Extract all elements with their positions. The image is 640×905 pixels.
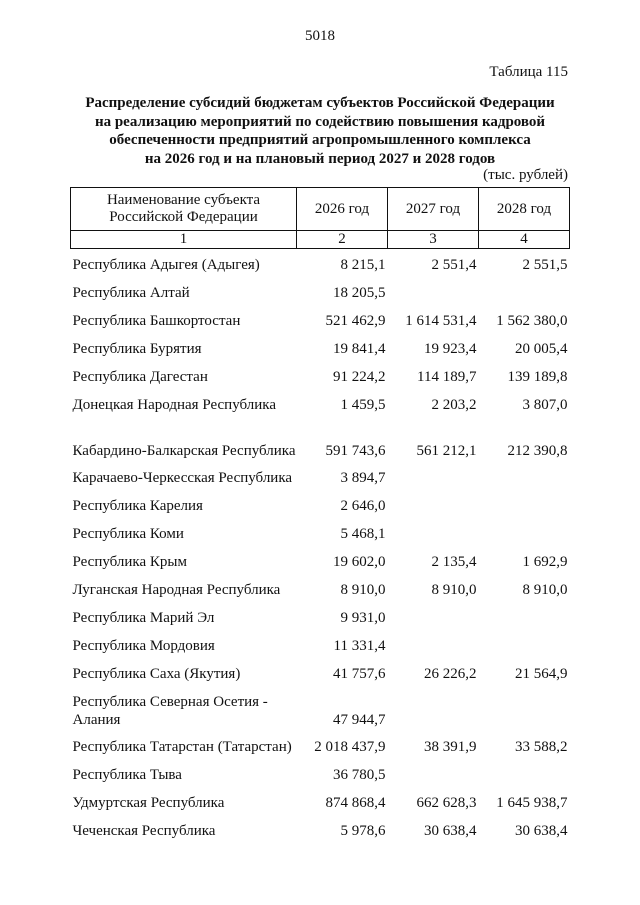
title-line: на реализацию мероприятий по содействию повышения кадровой: [94, 113, 546, 130]
value-2027: 38 391,9: [424, 739, 477, 755]
region-name: Республика Саха (Якутия): [72, 666, 241, 682]
value-2027: 662 628,3: [416, 795, 477, 811]
value-2027: [388, 464, 479, 492]
value-2027: 2 135,4: [431, 554, 477, 570]
table-row: [71, 688, 570, 733]
table-row: [71, 419, 570, 464]
header-2027: 2027 год: [388, 188, 479, 231]
value-2026: 18 205,5: [333, 285, 386, 301]
table-row: [71, 604, 570, 632]
table-row: [71, 492, 570, 520]
value-2028: 139 189,8: [507, 369, 568, 385]
value-2027: 2 203,2: [431, 397, 477, 413]
value-2026: 8 910,0: [340, 582, 386, 598]
table-row: [71, 391, 570, 419]
table-row: [71, 789, 570, 817]
title-line: Распределение субсидий бюджетам субъектов Российской Федерации: [85, 95, 555, 111]
region-name: Донецкая Народная Республика: [72, 397, 276, 413]
value-2027: 8 910,0: [431, 582, 477, 598]
value-2028: [479, 761, 570, 789]
column-number: 4: [479, 231, 570, 249]
value-2027: [388, 761, 479, 789]
title-line: обеспеченности предприятий агропромышленного комплекса: [109, 132, 531, 148]
table-row: [71, 279, 570, 307]
value-2028: [479, 604, 570, 632]
region-name: Карачаево-Черкесская Республика: [72, 470, 293, 486]
value-2026: 2 018 437,9: [314, 739, 386, 755]
region-name: Удмуртская Республика: [72, 795, 225, 811]
value-2027: [388, 604, 479, 632]
table-row: [71, 249, 570, 280]
value-2028: [479, 520, 570, 548]
value-2027: [388, 279, 479, 307]
column-number: 1: [71, 231, 297, 249]
value-2026: 8 215,1: [340, 257, 386, 273]
region-name: Луганская Народная Республика: [72, 582, 281, 598]
value-2027: 2 551,4: [431, 257, 477, 273]
value-2028: 1 692,9: [522, 554, 568, 570]
value-2026: 9 931,0: [340, 610, 386, 626]
value-2028: [479, 279, 570, 307]
region-name: Республика Тыва: [72, 767, 182, 783]
table-row: [71, 464, 570, 492]
value-2028: 30 638,4: [515, 823, 568, 839]
value-2026: 19 841,4: [333, 341, 386, 357]
table-header-row: [71, 188, 570, 231]
value-2028: 3 807,0: [522, 397, 568, 413]
value-2026: 11 331,4: [333, 638, 386, 654]
value-2027: [388, 520, 479, 548]
region-name: Чеченская Республика: [72, 823, 216, 839]
value-2028: [479, 492, 570, 520]
units-note: (тыс. рублей): [483, 167, 568, 183]
value-2027: 19 923,4: [424, 341, 477, 357]
value-2026: 36 780,5: [333, 767, 386, 783]
region-name: Республика Адыгея (Адыгея): [72, 257, 260, 273]
value-2028: [479, 632, 570, 660]
value-2026: 41 757,6: [333, 666, 386, 682]
table-row: [71, 761, 570, 789]
value-2028: 212 390,8: [507, 443, 568, 459]
value-2026: 874 868,4: [325, 795, 386, 811]
value-2026: 1 459,5: [340, 397, 386, 413]
table-row: [71, 733, 570, 761]
region-name: Республика Алтай: [72, 285, 190, 301]
value-2028: [479, 688, 570, 733]
value-2026: 47 944,7: [333, 712, 386, 728]
value-2026: 5 468,1: [340, 526, 386, 542]
region-name: Республика Коми: [72, 526, 184, 542]
header-2026: 2026 год: [297, 188, 388, 231]
page-number: 5018: [305, 28, 335, 44]
region-name: Республика Татарстан (Татарстан): [72, 739, 292, 755]
value-2027: 30 638,4: [424, 823, 477, 839]
region-name: Кабардино-Балкарская Республика: [72, 443, 296, 459]
value-2027: 561 212,1: [416, 443, 477, 459]
value-2027: 1 614 531,4: [405, 313, 477, 329]
subsidy-table: [70, 187, 570, 845]
value-2028: [479, 464, 570, 492]
header-2028: 2028 год: [479, 188, 570, 231]
value-2027: [388, 632, 479, 660]
table-row: [71, 548, 570, 576]
column-number: 2: [297, 231, 388, 249]
region-name: Республика Башкортостан: [72, 313, 241, 329]
table-row: [71, 576, 570, 604]
value-2026: 2 646,0: [340, 498, 386, 514]
value-2026: 91 224,2: [333, 369, 386, 385]
value-2027: 26 226,2: [424, 666, 477, 682]
region-name: Республика Северная Осетия - Алания: [72, 694, 268, 728]
value-2027: 114 189,7: [417, 369, 477, 385]
header-region-name: Наименование субъекта Российской Федерации: [71, 188, 297, 231]
value-2027: [388, 492, 479, 520]
table-row: [71, 817, 570, 845]
value-2028: 20 005,4: [515, 341, 568, 357]
column-number-row: [71, 231, 570, 249]
region-name: Республика Бурятия: [72, 341, 202, 357]
region-name: Республика Марий Эл: [72, 610, 215, 626]
value-2028: 1 645 938,7: [496, 795, 568, 811]
region-name: Республика Дагестан: [72, 369, 208, 385]
value-2028: 8 910,0: [522, 582, 568, 598]
region-name: Республика Крым: [72, 554, 187, 570]
title-line: на 2026 год и на плановый период 2027 и 2028 годов: [144, 150, 496, 167]
table-row: [71, 632, 570, 660]
region-name: Республика Карелия: [72, 498, 203, 514]
document-title: [60, 94, 580, 168]
table-label: Таблица 115: [489, 64, 568, 80]
value-2028: 21 564,9: [515, 666, 568, 682]
value-2028: 33 588,2: [515, 739, 568, 755]
value-2028: 2 551,5: [522, 257, 568, 273]
table-row: [71, 520, 570, 548]
table-row: [71, 335, 570, 363]
table-row: [71, 307, 570, 335]
value-2026: 5 978,6: [340, 823, 386, 839]
value-2026: 3 894,7: [340, 470, 386, 486]
value-2028: 1 562 380,0: [496, 313, 568, 329]
value-2026: 521 462,9: [325, 313, 386, 329]
value-2026: 591 743,6: [325, 443, 386, 459]
column-number: 3: [388, 231, 479, 249]
table-row: [71, 660, 570, 688]
value-2026: 19 602,0: [333, 554, 386, 570]
table-row: [71, 363, 570, 391]
region-name: Республика Мордовия: [72, 638, 215, 654]
value-2027: [388, 688, 479, 733]
